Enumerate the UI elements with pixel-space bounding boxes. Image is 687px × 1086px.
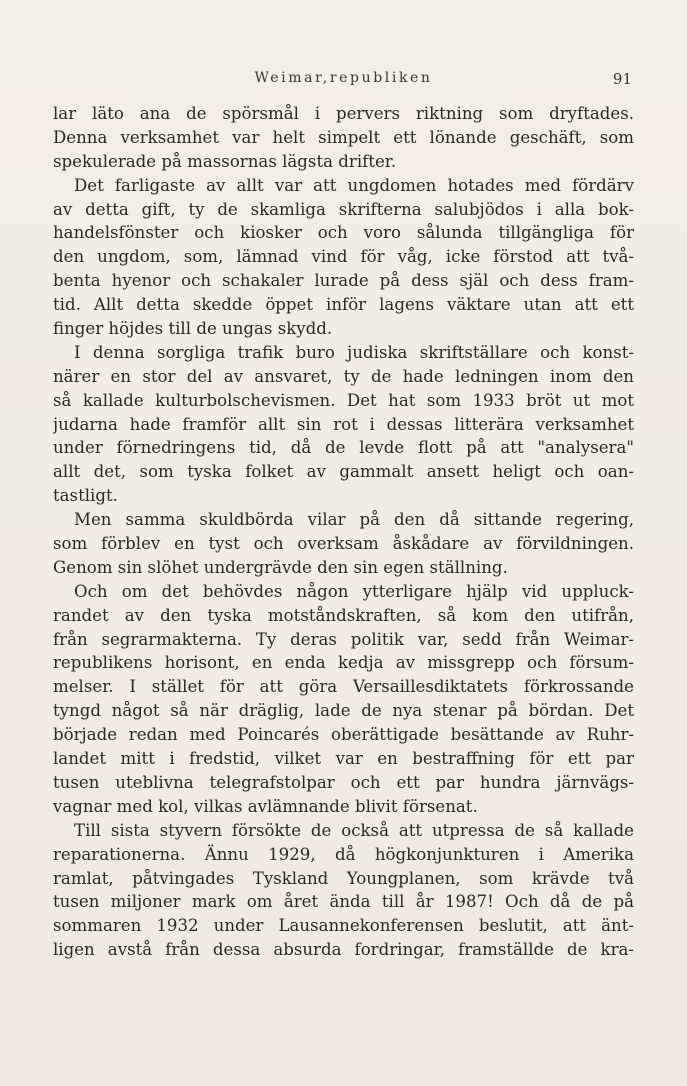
text-line: allt det, som tyska folket av gammalt ansett heligt och oan- [53, 462, 634, 482]
text-line: landet mitt i fredstid, vilket var en bestraffning för ett par [53, 749, 634, 769]
text-line: Och om det behövdes någon ytterligare hjälp vid uppluck- [74, 581, 634, 601]
text-line: republikens horisont, en enda kedja av missgrepp och försum- [53, 653, 634, 673]
running-title: Weimar,republiken [254, 70, 433, 86]
text-line: judarna hade framför allt sin rot i dessas litterära verksamhet [53, 414, 634, 434]
text-line: spekulerade på massornas lägsta drifter. [53, 151, 397, 171]
text-line: benta hyenor och schakaler lurade på dess själ och dess fram- [53, 271, 634, 291]
text-line: Det farligaste av allt var att ungdomen hotades med fördärv [74, 175, 634, 195]
text-line: tusen miljoner mark om året ända till år 1987! Och då de på [53, 892, 634, 912]
text-line: Men samma skuldbörda vilar på den då sittande regering, [74, 510, 634, 530]
text-line: I denna sorgliga trafik buro judiska skriftställare och konst- [74, 342, 634, 362]
page-header [53, 70, 634, 92]
text-line: sommaren 1932 under Lausannekonferensen beslutit, att änt- [53, 916, 634, 936]
text-line: tastligt. [53, 486, 118, 506]
text-line: tid. Allt detta skedde öppet inför lagens väktare utan att ett [53, 295, 634, 315]
text-line: lar läto ana de spörsmål i pervers riktning som dryftades. [53, 104, 634, 123]
text-line: ramlat, påtvingades Tyskland Youngplanen, som krävde två [53, 868, 634, 888]
text-line: av detta gift, ty de skamliga skrifterna salubjödos i alla bok- [53, 199, 634, 219]
text-line: närer en stor del av ansvaret, ty de hade ledningen inom den [53, 366, 634, 386]
text-line: så kallade kulturbolschevismen. Det hat som 1933 bröt ut mot [53, 390, 634, 410]
text-line: melser. I stället för att göra Versaillesdiktatets förkrossande [53, 677, 634, 697]
body-text [53, 102, 634, 962]
text-line: handelsfönster och kiosker och voro sålunda tillgängliga för [53, 223, 634, 243]
text-line: vagnar med kol, vilkas avlämnande blivit försenat. [53, 796, 478, 816]
page-number: 91 [612, 70, 632, 88]
text-line: den ungdom, som, lämnad vind för våg, icke förstod att två- [53, 247, 634, 267]
text-line: Denna verksamhet var helt simpelt ett lönande geschäft, som [53, 127, 634, 147]
text-line: började redan med Poincarés oberättigade besättande av Ruhr- [53, 725, 634, 745]
text-line: tusen uteblivna telegrafstolpar och ett par hundra järnvägs- [53, 772, 634, 792]
text-line: reparationerna. Ännu 1929, då högkonjunkturen i Amerika [53, 844, 634, 864]
text-line: som förblev en tyst och overksam åskådare av förvildningen. [53, 534, 634, 554]
text-line: tyngd något så när dräglig, lade de nya stenar på bördan. Det [53, 701, 634, 721]
text-line: under förnedringens tid, då de levde flott på att "analysera" [53, 438, 634, 458]
text-line: randet av den tyska motståndskraften, så kom den utifrån, [53, 605, 634, 625]
text-line: från segrarmakterna. Ty deras politik var, sedd från Weimar- [53, 629, 634, 649]
text-line: finger höjdes till de ungas skydd. [53, 319, 333, 339]
text-line: Till sista styvern försökte de också att utpressa de så kallade [74, 820, 634, 840]
text-line: Genom sin slöhet undergrävde den sin egen ställning. [53, 557, 508, 577]
text-line: ligen avstå från dessa absurda fordringar, framställde de kra- [53, 940, 634, 960]
